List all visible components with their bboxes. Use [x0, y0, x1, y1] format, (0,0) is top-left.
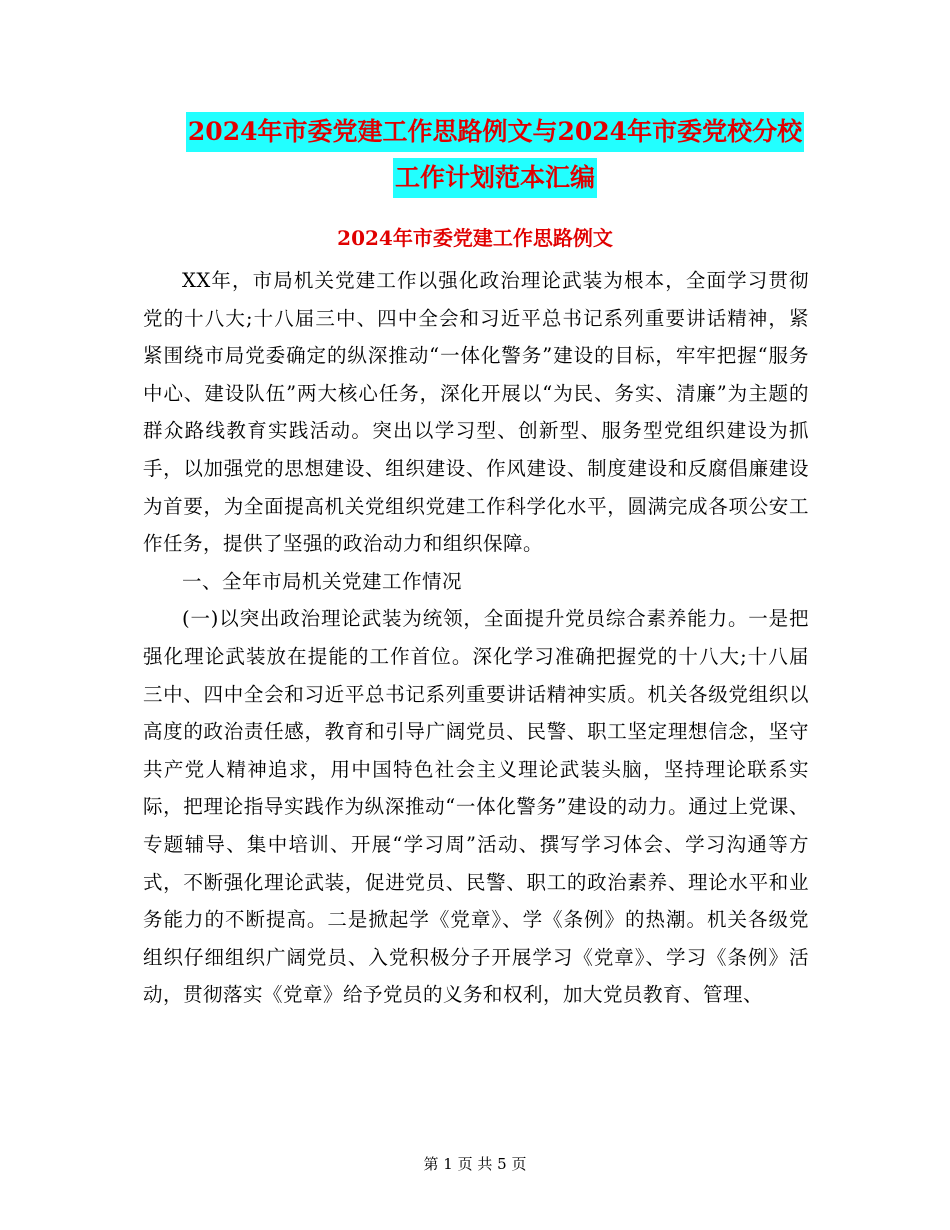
- paragraph-intro: XX年，市局机关党建工作以强化政治理论武装为根本，全面学习贯彻党的十八大;十八届三中、四中全会和习近平总书记系列重要讲话精神，紧紧围绕市局党委确定的纵深推动“一体化警务”建设的目标，牢牢把握“服务中心、建设队伍”两大核心任务，深化开展以“为民、务实、清廉”为主题的群众路线教育实践活动。突出以学习型、创新型、服务型党组织建设为抓手，以加强党的思想建设、组织建设、作风建设、制度建设和反腐倡廉建设为首要，为全面提高机关党组织党建工作科学化水平，圆满完成各项公安工作任务，提供了坚强的政治动力和组织保障。: [143, 269, 809, 556]
- page-footer: 第 1 页 共 5 页: [423, 1155, 527, 1173]
- paragraph-body-1: (一)以突出政治理论武装为统领，全面提升党员综合素养能力。一是把强化理论武装放在提能的工作首位。深化学习准确把握党的十八大;十八届三中、四中全会和习近平总书记系列重要讲话精神实质。机关各级党组织以高度的政治责任感，教育和引导广阔党员、民警、职工坚定理想信念，坚守共产党人精神追求，用中国特色社会主义理论武装头脑，坚持理论联系实际，把理论指导实践作为纵深推动“一体化警务”建设的动力。通过上党课、专题辅导、集中培训、开展“学习周”活动、撰写学习体会、学习沟通等方式，不断强化理论武装，促进党员、民警、职工的政治素养、理论水平和业务能力的不断提高。二是掀起学《党章》、学《条例》的热潮。机关各级党组织仔细组织广阔党员、入党积极分子开展学习《党章》、学习《条例》活动，贯彻落实《党章》给予党员的义务和权利，加大党员教育、管理、: [143, 607, 809, 1007]
- section-title: 2024年市委党建工作思路例文: [337, 226, 613, 250]
- document-body: [143, 262, 809, 1014]
- document-title-line-2: 工作计划范本汇编: [393, 158, 597, 198]
- document-title-line-1: 2024年市委党建工作思路例文与2024年市委党校分校: [186, 112, 804, 152]
- document-title: [140, 112, 850, 204]
- paragraph-heading-1: 一、全年市局机关党建工作情况: [182, 569, 463, 593]
